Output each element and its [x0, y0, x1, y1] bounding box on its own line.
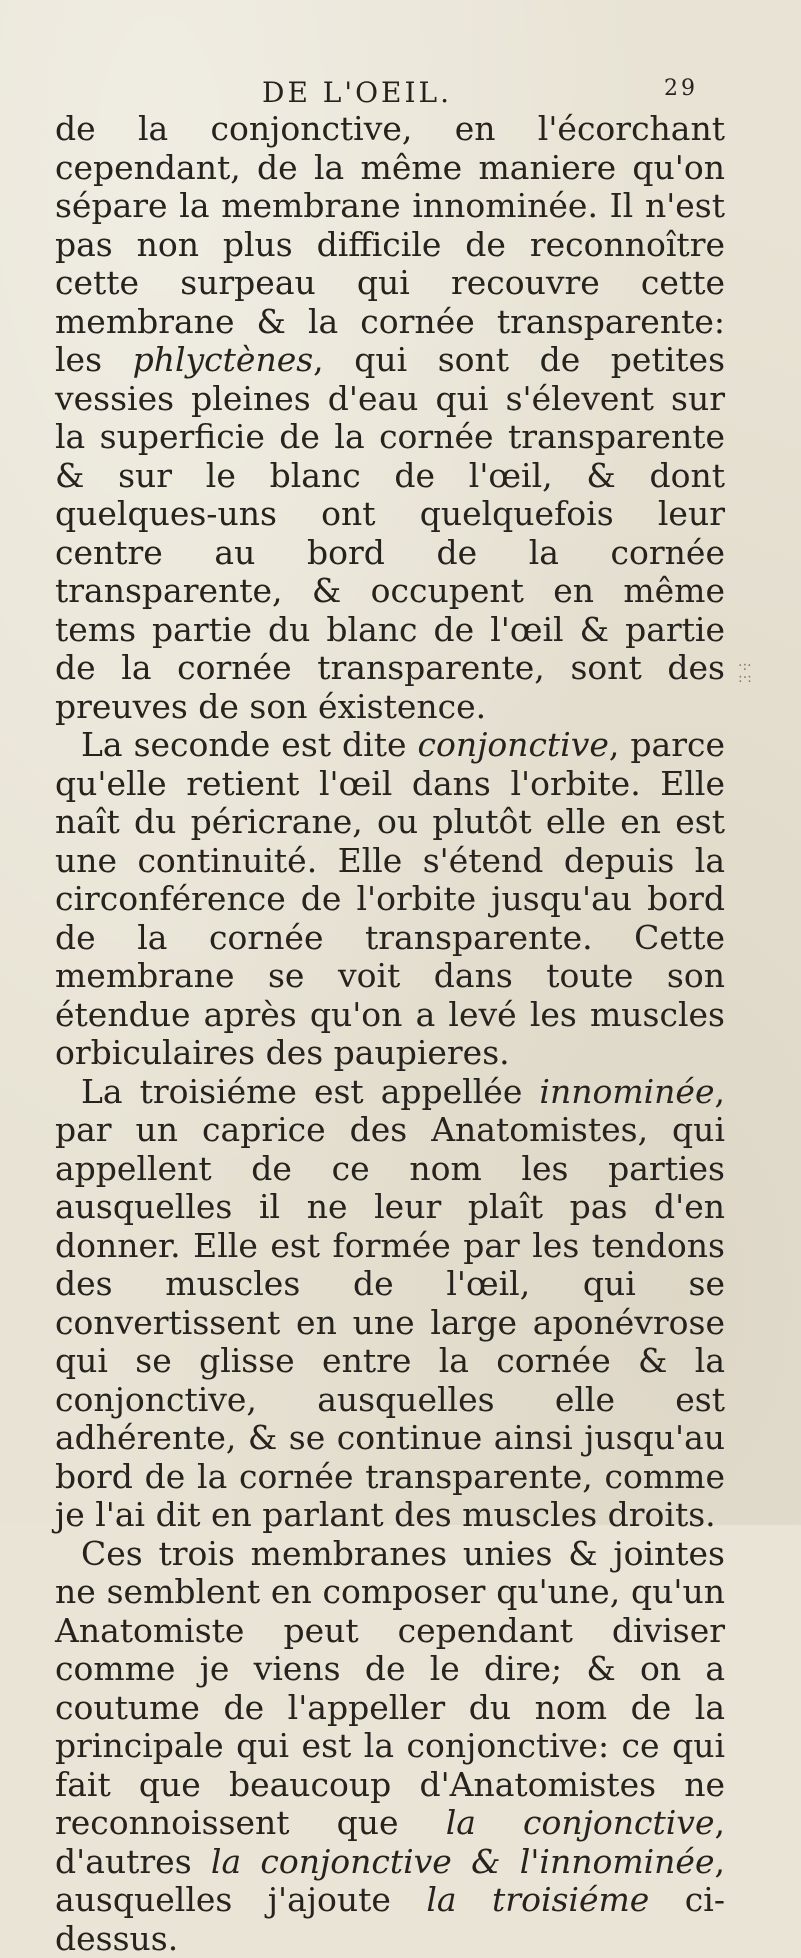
text-run: La troisiéme est appellée: [81, 1072, 539, 1111]
text-run: ci-dessus.: [55, 1880, 725, 1958]
page-number: 29: [664, 76, 698, 101]
text-run: , par un caprice des Anatomistes, qui appellent de ce nom les parties ausquelles il ne leur plaît pas d'en donner. Elle est formée par les tendons des muscles de l'œil, qui se convertissent en une large aponévrose qui se glisse entre la cornée & la conjonctive, ausquelles elle est adhérente, & se continue ainsi jusqu'au bord de la cornée transparente, comme je l'ai dit en parlant des muscles droits.: [55, 1072, 725, 1535]
italic-term: innominée: [539, 1072, 714, 1111]
text-run: , ausquelles j'ajoute: [55, 1842, 725, 1920]
paragraph-p1: [55, 110, 725, 726]
italic-term: la conjonctive & l'innominée: [211, 1842, 715, 1881]
body-text: [55, 110, 725, 1958]
text-run: La seconde est dite: [81, 725, 417, 764]
text-run: , parce qu'elle retient l'œil dans l'orbite. Elle naît du péricrane, ou plutôt elle en est une continuité. Elle s'étend depuis la circonférence de l'orbite jusqu'au bord de la cornée transparente. Cette membrane se voit dans toute son étendue après qu'on a levé les muscles orbiculaires des paupieres.: [55, 725, 725, 1072]
paragraph-p3: [55, 1073, 725, 1535]
paragraph-p2: [55, 726, 725, 1073]
text-run: , qui sont de petites vessies pleines d'eau qui s'élevent sur la superficie de la cornée transparente & sur le blanc de l'œil, & dont quelques-uns ont quelquefois leur centre au bord de la cornée transparente, & occupent en même tems partie du blanc de l'œil & partie de la cornée transparente, sont des preuves de son éxistence.: [55, 340, 725, 726]
running-head: [262, 76, 698, 112]
paragraph-p4: [55, 1535, 725, 1958]
italic-term: phlyctènes: [133, 340, 314, 379]
italic-term: la troisiéme: [426, 1880, 649, 1919]
italic-term: la conjonctive: [446, 1803, 715, 1842]
ink-blot-mark: ·:· :·:: [738, 660, 768, 700]
italic-term: conjonctive: [417, 725, 608, 764]
text-run: , d'autres: [55, 1803, 725, 1881]
text-run: de la conjonctive, en l'écorchant cependant, de la même maniere qu'on sépare la membrane innominée. Il n'est pas non plus difficile de reconnoître cette surpeau qui recouvre cette membrane & la cornée transparente: les: [55, 109, 725, 379]
running-head-title: DE L'OEIL.: [262, 76, 452, 109]
text-run: Ces trois membranes unies & jointes ne semblent en composer qu'une, qu'un Anatomiste peut cependant diviser comme je viens de le dire; & on a coutume de l'appeller du nom de la principale qui est la conjonctive: ce qui fait que beaucoup d'Anatomistes ne reconnoissent que: [55, 1534, 725, 1843]
